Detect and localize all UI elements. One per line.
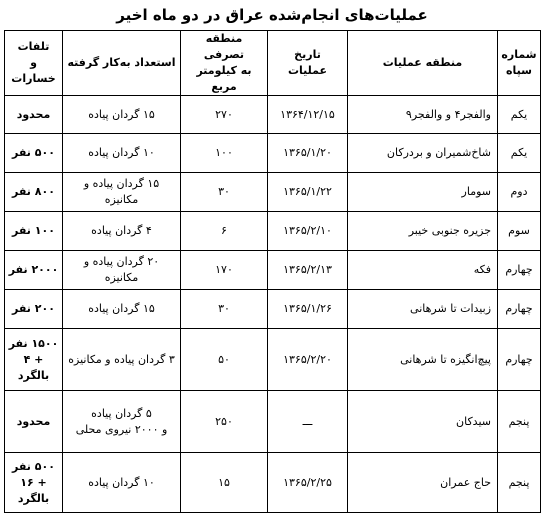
cell-region: فکه bbox=[348, 251, 498, 290]
cell-corps: پنجم bbox=[498, 453, 541, 513]
cell-date: ۱۳۶۴/۱۲/۱۵ bbox=[268, 96, 348, 134]
cell-losses: محدود bbox=[5, 96, 63, 134]
cell-losses: محدود bbox=[5, 391, 63, 453]
cell-corps: چهارم bbox=[498, 290, 541, 329]
cell-date: ۱۳۶۵/۱/۲۲ bbox=[268, 173, 348, 212]
cell-forces: ۲۰ گردان پیاده و مکانیزه bbox=[63, 251, 181, 290]
header-corps: شماره سپاه bbox=[498, 31, 541, 96]
cell-losses: ۲۰۰ نفر bbox=[5, 290, 63, 329]
cell-corps: سوم bbox=[498, 212, 541, 251]
cell-date: ۱۳۶۵/۱/۲۰ bbox=[268, 134, 348, 173]
cell-losses: ۸۰۰ نفر bbox=[5, 173, 63, 212]
table-row bbox=[5, 173, 541, 212]
header-region: منطقه عملیات bbox=[348, 31, 498, 96]
header-date: تاریخ عملیات bbox=[268, 31, 348, 96]
cell-date: ۱۳۶۵/۲/۱۰ bbox=[268, 212, 348, 251]
cell-corps: چهارم bbox=[498, 251, 541, 290]
cell-losses: ۵۰۰ نفر bbox=[5, 134, 63, 173]
table-header-row bbox=[5, 31, 541, 96]
cell-losses: ۵۰۰ نفر + ۱۶ بالگرد bbox=[5, 453, 63, 513]
cell-forces: ۳ گردان پیاده و مکانیزه bbox=[63, 329, 181, 391]
cell-date: ۱۳۶۵/۲/۱۳ bbox=[268, 251, 348, 290]
cell-corps: یکم bbox=[498, 96, 541, 134]
cell-corps: یکم bbox=[498, 134, 541, 173]
cell-forces: ۱۵ گردان پیاده bbox=[63, 290, 181, 329]
cell-area: ۱۵ bbox=[181, 453, 268, 513]
cell-area: ۲۵۰ bbox=[181, 391, 268, 453]
cell-forces: ۴ گردان پیاده bbox=[63, 212, 181, 251]
cell-area: ۳۰ bbox=[181, 173, 268, 212]
cell-region: سومار bbox=[348, 173, 498, 212]
cell-region: زبیدات تا شرهانی bbox=[348, 290, 498, 329]
cell-forces: ۱۰ گردان پیاده bbox=[63, 453, 181, 513]
header-area: منطقه تصرفی به کیلومتر مربع bbox=[181, 31, 268, 96]
cell-corps: دوم bbox=[498, 173, 541, 212]
table-row bbox=[5, 251, 541, 290]
cell-date: ـــ bbox=[268, 391, 348, 453]
table-row bbox=[5, 329, 541, 391]
table-row bbox=[5, 134, 541, 173]
cell-area: ۲۷۰ bbox=[181, 96, 268, 134]
cell-area: ۶ bbox=[181, 212, 268, 251]
cell-area: ۳۰ bbox=[181, 290, 268, 329]
table-row bbox=[5, 96, 541, 134]
cell-corps: پنجم bbox=[498, 391, 541, 453]
cell-forces: ۱۰ گردان پیاده bbox=[63, 134, 181, 173]
cell-date: ۱۳۶۵/۱/۲۶ bbox=[268, 290, 348, 329]
table-row bbox=[5, 290, 541, 329]
cell-area: ۱۰۰ bbox=[181, 134, 268, 173]
cell-region: جزیره جنوبی خیبر bbox=[348, 212, 498, 251]
header-losses: تلفات و خسارات bbox=[5, 31, 63, 96]
table-row bbox=[5, 453, 541, 513]
cell-date: ۱۳۶۵/۲/۲۰ bbox=[268, 329, 348, 391]
page-title: عملیات‌های انجام‌شده عراق در دو ماه اخیر bbox=[116, 6, 428, 24]
cell-date: ۱۳۶۵/۲/۲۵ bbox=[268, 453, 348, 513]
cell-losses: ۱۵۰۰ نفر + ۴ بالگرد bbox=[5, 329, 63, 391]
cell-area: ۵۰ bbox=[181, 329, 268, 391]
cell-forces: ۵ گردان پیاده و ۲۰۰۰ نیروی محلی bbox=[63, 391, 181, 453]
operations-table bbox=[4, 30, 541, 513]
table-row bbox=[5, 212, 541, 251]
cell-forces: ۱۵ گردان پیاده bbox=[63, 96, 181, 134]
cell-region: پیچ‌انگیزه تا شرهانی bbox=[348, 329, 498, 391]
cell-region: حاج عمران bbox=[348, 453, 498, 513]
cell-losses: ۲۰۰۰ نفر bbox=[5, 251, 63, 290]
cell-forces: ۱۵ گردان پیاده و مکانیزه bbox=[63, 173, 181, 212]
table-row bbox=[5, 391, 541, 453]
cell-area: ۱۷۰ bbox=[181, 251, 268, 290]
cell-corps: چهارم bbox=[498, 329, 541, 391]
cell-region: سیدکان bbox=[348, 391, 498, 453]
cell-losses: ۱۰۰ نفر bbox=[5, 212, 63, 251]
cell-region: شاخ‌شمیران و بردرکان bbox=[348, 134, 498, 173]
header-forces: استعداد به‌کار گرفته bbox=[63, 31, 181, 96]
cell-region: والفجر۴ و والفجر۹ bbox=[348, 96, 498, 134]
